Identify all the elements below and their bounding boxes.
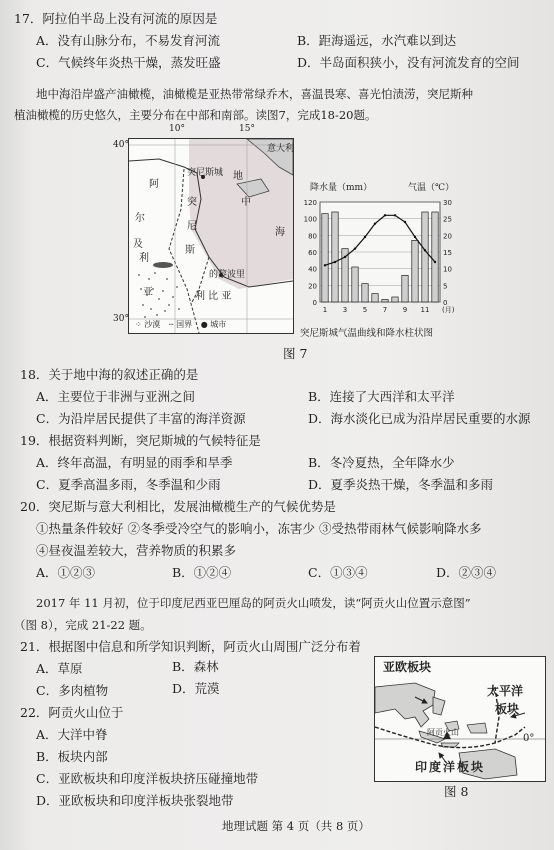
temperature-point [404,221,406,223]
question-18-stem: 18．关于地中海的叙述正确的是 [20,367,199,382]
map7-legend [135,319,226,330]
label-di: 地 [233,171,243,182]
passage-olive-line2: 植油橄榄的历史悠久，主要分布在中部和南部。读图7，完成18-20题。 [14,108,377,122]
q22-option-b: B．板块内部 [36,749,108,764]
label-algeria-5: 亚 [143,287,153,298]
precip-bar [412,240,418,302]
q22-option-d: D．亚欧板块和印度洋板块张裂地带 [36,793,234,808]
q21-option-d: D．荒漠 [172,681,220,696]
climate-chart-svg [298,194,466,324]
q17-option-b: B．距海遥远，水汽难以到达 [297,33,457,48]
temperature-point [414,236,416,238]
q17-option-d: D．半岛面积狭小，没有河流发育的空间 [297,55,520,70]
label-italy: 意大利 [267,144,295,154]
label-algeria-3: 及 [133,239,143,250]
temperature-point [354,247,356,249]
question-19-stem: 19．根据资料判断，突尼斯城的气候特征是 [20,433,261,448]
label-agung-volcano: 阿贡火山 [427,728,459,737]
q20-option-d: D．②③④ [436,565,497,580]
q20-statements-2: ④昼夜温差较大，营养物质的积累多 [36,543,237,558]
legend-desert-icon: ⁘ [135,320,142,329]
y-right-tick-label: 25 [443,215,452,224]
temperature-point [334,261,336,263]
precip-bar [352,267,358,302]
passage-volcano-line2: （图 8），完成 21-22 题。 [14,618,152,632]
y-left-tick-label: 0 [312,299,317,307]
q18-option-d: D．海水淡化已成为沿岸居民重要的水源 [308,411,531,426]
y-left-tick-label: 80 [308,232,317,241]
q19-option-d: D．夏季炎热干燥，冬季温和多雨 [308,477,494,492]
x-tick-label: 11 [420,306,430,314]
q17-option-c: C．气候终年炎热干燥，蒸发旺盛 [36,55,221,70]
legend-border-icon: ┄ [168,320,174,329]
tunisia-map [113,124,295,334]
y-right-tick-label: 20 [443,232,452,241]
y-right-tick-label: 30 [443,199,452,207]
y-right-tick-label: 10 [443,265,452,274]
temperature-point [344,256,346,258]
lon-10: 10° [169,124,185,134]
q20-option-a: A．①②③ [36,565,96,580]
temperature-point [364,236,366,238]
temperature-point [434,261,436,263]
temperature-point [324,264,326,266]
legend-city-icon: ● [200,320,208,329]
q18-option-a: A．主要位于非洲与亚洲之间 [36,389,196,404]
precip-bar [392,297,398,302]
q22-option-a: A．大洋中脊 [36,727,108,742]
q20-statements-1: ①热量条件较好 ②冬季受冷空气的影响小，冻害少 ③受热带雨林气候影响降水多 [36,521,482,536]
y-left-tick-label: 20 [308,282,317,291]
label-libya: 利 比 亚 [195,291,232,302]
lat-40: 40° [113,140,129,150]
legend-border-label: 国界 [176,320,193,329]
y-left-tick-label: 120 [303,199,317,207]
question-21-stem: 21．根据图中信息和所学知识判断，阿贡火山周围广泛分布着 [20,639,361,654]
y-left-tick-label: 60 [308,249,317,257]
passage-volcano-line1: 2017 年 11 月初，位于印度尼西亚巴厘岛的阿贡火山喷发，读“阿贡火山位置示意图” [36,596,471,610]
q21-option-a: A．草原 [36,661,83,676]
x-tick-label: 5 [362,306,368,314]
agung-volcano-map [374,656,546,782]
question-22-stem: 22．阿贡火山位于 [20,705,124,720]
precip-bar [422,212,428,302]
q19-option-a: A．终年高温，有明显的雨季和旱季 [36,455,233,470]
precip-bar [402,275,408,302]
label-zhong: 中 [241,197,251,208]
lon-15: 15° [239,124,255,134]
temperature-point [384,214,386,216]
x-tick-label: 3 [342,306,348,314]
y-right-tick-label: 0 [443,299,448,307]
chart-ylabel-left: 降水量（mm） [310,183,373,193]
q21-option-b: B．森林 [172,659,219,674]
x-tick-label: 1 [322,306,328,314]
x-tick-label: 9 [402,306,408,314]
precip-bar [372,294,378,302]
y-left-tick-label: 40 [308,265,317,274]
x-tick-label: 7 [382,306,388,314]
label-algeria-2: 尔 [135,213,145,224]
figure-7-caption: 图 7 [283,346,308,361]
passage-olive-line1: 地中海沿岸盛产油橄榄，油橄榄是亚热带常绿乔木，喜温畏寒、喜光怕渍涝，突尼斯种 [36,87,473,101]
q17-option-a: A．没有山脉分布，不易发育河流 [36,33,221,48]
q18-option-c: C．为沿岸居民提供了丰富的海洋资源 [36,411,246,426]
label-indian-plate: 印度洋板块 [415,760,486,774]
label-tunisia-3: 斯 [185,245,195,256]
chart-title: 突尼斯城气温曲线和降水柱状图 [300,328,434,339]
q18-option-b: B．连接了大西洋和太平洋 [308,389,455,404]
precip-bar [382,300,388,303]
label-tripoli: 的黎波里 [209,270,246,280]
label-eurasian-plate: 亚欧板块 [383,660,432,674]
q21-option-c: C．多肉植物 [36,683,109,698]
lat-30: 30° [113,314,129,324]
figure-8-caption: 图 8 [444,784,469,799]
page-footer: 地理试题 第 4 页（共 8 页） [222,819,370,833]
precip-bar [322,214,328,302]
label-hai: 海 [275,227,285,238]
precip-bar [432,212,438,302]
precip-bar [362,284,368,302]
precip-bar [332,212,338,302]
label-algeria-1: 阿 [149,179,159,190]
temperature-point [374,222,376,224]
chart-ylabel-right: 气温（℃） [408,183,455,193]
label-algeria-4: 利 [139,253,149,264]
question-20-stem: 20．突尼斯与意大利相比，发展油橄榄生产的气候优势是 [20,499,336,514]
x-axis-label: (月) [442,306,455,314]
temperature-point [394,214,396,216]
label-tunisia-1: 突 [187,197,197,208]
label-pacific-plate-2: 板块 [495,702,520,716]
y-right-tick-label: 5 [443,282,448,291]
label-tunisia-2: 尼 [187,221,197,232]
q20-option-c: C．①③④ [308,565,368,580]
label-pacific-plate-1: 太平洋 [487,684,524,698]
climate-chart [298,180,466,340]
label-tunis: 突尼斯城 [187,168,224,178]
q22-option-c: C．亚欧板块和印度洋板块挤压碰撞地带 [36,771,259,786]
y-left-tick-label: 100 [303,215,317,224]
temperature-point [424,249,426,251]
label-equator: 0° [523,733,535,744]
q19-option-b: B．冬冷夏热，全年降水少 [308,455,455,470]
q19-option-c: C．夏季高温多雨，冬季温和少雨 [36,477,221,492]
y-right-tick-label: 15 [443,249,452,257]
legend-city-label: 城市 [210,320,227,329]
question-17-stem: 17．阿拉伯半岛上没有河流的原因是 [14,11,218,26]
q20-option-b: B．①②④ [172,565,232,580]
legend-desert-label: 沙漠 [144,320,161,329]
